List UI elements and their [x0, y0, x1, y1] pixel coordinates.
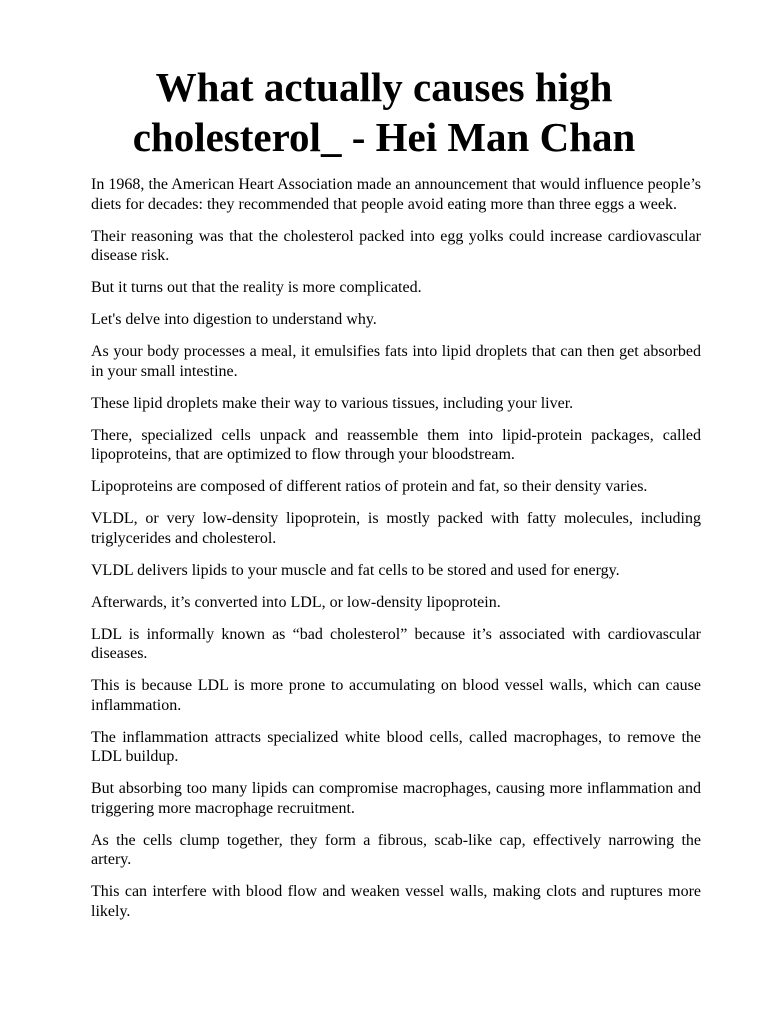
paragraph: As the cells clump together, they form a fibrous, scab-like cap, effectively narrowing the artery. [91, 831, 701, 868]
paragraph: There, specialized cells unpack and reassemble them into lipid-protein packages, called lipoproteins, that are optimized to flow through your bloodstream. [91, 426, 701, 463]
paragraph: Afterwards, it’s converted into LDL, or low-density lipoprotein. [91, 593, 501, 611]
paragraph: In 1968, the American Heart Association made an announcement that would influence people’s diets for decades: they recommended that people avoid eating more than three eggs a week. [91, 176, 701, 213]
paragraph: The inflammation attracts specialized white blood cells, called macrophages, to remove the LDL buildup. [91, 728, 701, 765]
paragraph: LDL is informally known as “bad cholesterol” because it’s associated with cardiovascular diseases. [91, 625, 701, 662]
paragraph: Lipoproteins are composed of different ratios of protein and fat, so their density varies. [91, 478, 648, 495]
paragraph: VLDL, or very low-density lipoprotein, is mostly packed with fatty molecules, including triglycerides and cholesterol. [91, 510, 701, 547]
paragraph: VLDL delivers lipids to your muscle and fat cells to be stored and used for energy. [91, 561, 620, 579]
paragraph: Their reasoning was that the cholesterol packed into egg yolks could increase cardiovascular disease risk. [91, 227, 701, 264]
paragraph: Let's delve into digestion to understand why. [91, 311, 377, 328]
paragraph: But absorbing too many lipids can compromise macrophages, causing more inflammation and triggering more macrophage recruitment. [91, 780, 701, 817]
paragraph: As your body processes a meal, it emulsifies fats into lipid droplets that can then get absorbed in your small intestine. [91, 343, 701, 380]
paragraph: This is because LDL is more prone to accumulating on blood vessel walls, which can cause inflammation. [91, 677, 701, 714]
paragraph: These lipid droplets make their way to various tissues, including your liver. [91, 394, 574, 412]
document-title: What actually causes high cholesterol_ - Hei Man Chan [132, 64, 636, 160]
document-body [91, 175, 701, 934]
paragraph: But it turns out that the reality is more complicated. [91, 279, 422, 296]
paragraph: This can interfere with blood flow and weaken vessel walls, making clots and ruptures more likely. [91, 883, 701, 920]
